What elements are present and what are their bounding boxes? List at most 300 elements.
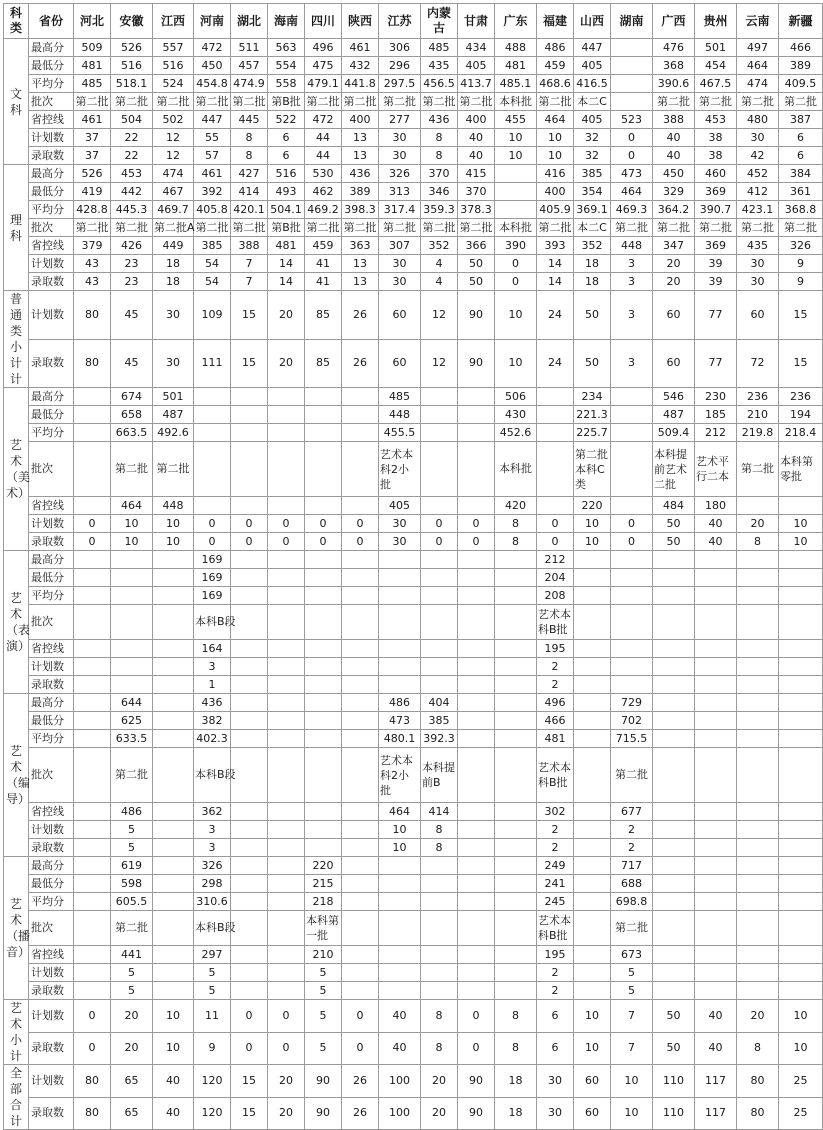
data-cell: 0 [611,147,653,165]
row-label: 录取数 [29,839,74,857]
data-cell: 6 [268,129,305,147]
data-cell: 7 [231,273,268,291]
data-cell [574,911,611,946]
data-cell: 6 [537,1000,574,1033]
data-cell [305,551,342,569]
data-cell [737,730,779,748]
data-cell: 10 [153,1000,194,1033]
data-cell: 第二批 [342,219,379,237]
data-cell [153,982,194,1000]
data-cell [458,406,495,424]
data-cell [305,497,342,515]
data-cell [305,640,342,658]
data-cell: 15 [231,1065,268,1098]
data-cell [305,605,342,640]
data-cell: 405.9 [537,201,574,219]
data-cell: 390.7 [695,201,737,219]
data-cell: 469.3 [611,201,653,219]
data-cell: 307 [379,237,421,255]
data-cell: 38 [695,129,737,147]
data-cell: 10 [574,1032,611,1065]
data-cell: 485.1 [495,75,537,93]
data-cell: 30 [537,1097,574,1130]
data-cell [653,694,695,712]
data-cell [74,694,111,712]
row-label: 录取数 [29,982,74,1000]
data-cell: 120 [194,1097,231,1130]
row-label: 最低分 [29,875,74,893]
data-cell: 80 [74,339,111,388]
data-cell [458,821,495,839]
data-cell [495,875,537,893]
data-cell: 80 [74,291,111,340]
data-cell: 艺术本科B批 [537,605,574,640]
row-label: 平均分 [29,587,74,605]
data-cell: 557 [153,39,194,57]
data-cell [695,730,737,748]
data-cell [74,587,111,605]
data-cell: 10 [153,515,194,533]
data-cell: 18 [495,1065,537,1098]
data-cell: 492.6 [153,424,194,442]
data-cell [574,658,611,676]
data-cell: 412 [737,183,779,201]
data-cell [495,911,537,946]
data-cell [379,964,421,982]
province-header: 新疆 [779,4,823,39]
data-cell [379,640,421,658]
data-cell: 447 [574,39,611,57]
table-row [4,1097,823,1130]
table-row [4,875,823,893]
data-cell: 50 [458,255,495,273]
data-cell: 405.8 [194,201,231,219]
data-cell [695,893,737,911]
data-cell: 504.1 [268,201,305,219]
data-cell: 0 [495,273,537,291]
province-header: 云南 [737,4,779,39]
data-cell: 20 [737,515,779,533]
data-cell: 354 [574,183,611,201]
data-cell [305,821,342,839]
data-cell: 5 [111,839,153,857]
data-cell: 10 [574,533,611,551]
data-cell: 13 [342,273,379,291]
data-cell: 423.1 [737,201,779,219]
data-cell [495,946,537,964]
data-cell [458,424,495,442]
data-cell [653,658,695,676]
data-cell [153,893,194,911]
data-cell [737,551,779,569]
data-cell [695,712,737,730]
data-cell: 8 [737,533,779,551]
province-header: 广东 [495,4,537,39]
data-cell [231,676,268,694]
data-cell: 0 [268,1000,305,1033]
data-cell: 241 [537,875,574,893]
row-label: 最高分 [29,39,74,57]
row-label: 省控线 [29,111,74,129]
data-cell: 415 [458,165,495,183]
data-cell [111,587,153,605]
data-cell [495,730,537,748]
data-cell: 347 [653,237,695,255]
data-cell: 10 [111,533,153,551]
data-cell: 481 [74,57,111,75]
data-cell: 90 [458,1065,495,1098]
data-cell: 50 [574,339,611,388]
data-cell: 10 [537,129,574,147]
data-cell [268,893,305,911]
data-cell: 480.1 [379,730,421,748]
data-cell [342,839,379,857]
data-cell: 30 [379,273,421,291]
data-cell [421,587,458,605]
data-cell: 441 [111,946,153,964]
data-cell [653,605,695,640]
data-cell: 326 [194,857,231,875]
data-cell [695,875,737,893]
data-cell: 3 [194,839,231,857]
data-cell: 40 [695,1000,737,1033]
data-cell: 469.7 [153,201,194,219]
data-cell: 44 [305,129,342,147]
data-cell: 2 [537,982,574,1000]
data-cell: 54 [194,255,231,273]
data-cell [379,982,421,1000]
data-cell [737,712,779,730]
data-cell [231,694,268,712]
data-cell: 10 [379,821,421,839]
data-cell: 20 [268,1097,305,1130]
data-cell [379,946,421,964]
row-label: 平均分 [29,730,74,748]
row-label: 平均分 [29,424,74,442]
data-cell: 54 [194,273,231,291]
data-cell: 26 [342,1065,379,1098]
data-cell: 398.3 [342,201,379,219]
data-cell [495,839,537,857]
data-cell: 516 [268,165,305,183]
table-row [4,964,823,982]
data-cell: 420 [495,497,537,515]
data-cell: 10 [537,147,574,165]
data-cell: 8 [231,147,268,165]
data-cell: 本科B段 [194,911,231,946]
data-cell [779,946,823,964]
data-cell: 404 [421,694,458,712]
data-cell: 80 [737,1065,779,1098]
data-cell: 0 [305,533,342,551]
data-cell [458,857,495,875]
row-label: 省控线 [29,640,74,658]
data-cell: 472 [305,111,342,129]
data-cell [231,964,268,982]
data-cell: 384 [779,165,823,183]
data-cell [695,982,737,1000]
data-cell [737,694,779,712]
data-cell [653,982,695,1000]
data-cell: 8 [495,515,537,533]
data-cell: 164 [194,640,231,658]
data-cell [153,964,194,982]
data-cell: 8 [421,821,458,839]
data-cell: 10 [495,291,537,340]
data-cell [574,569,611,587]
data-cell: 426 [111,237,153,255]
data-cell: 445 [231,111,268,129]
data-cell [342,658,379,676]
data-cell: 473 [379,712,421,730]
data-cell: 20 [653,255,695,273]
data-cell: 45 [111,339,153,388]
data-cell [458,911,495,946]
data-cell [537,424,574,442]
data-cell: 109 [194,291,231,340]
data-cell: 210 [737,406,779,424]
data-cell: 40 [153,1065,194,1098]
data-cell: 485 [74,75,111,93]
data-cell: 8 [495,1032,537,1065]
data-cell [653,946,695,964]
data-cell: 15 [231,339,268,388]
row-label: 最高分 [29,388,74,406]
province-header: 内蒙古 [421,4,458,39]
data-cell: 430 [495,406,537,424]
data-cell [653,857,695,875]
data-cell: 26 [342,291,379,340]
data-cell [611,551,653,569]
data-cell: 第二批 [231,93,268,111]
data-cell [653,803,695,821]
data-cell [305,442,342,497]
data-cell [268,406,305,424]
data-cell: 本科B段 [194,748,231,803]
data-cell: 509 [74,39,111,57]
data-cell: 501 [153,388,194,406]
data-cell: 392.3 [421,730,458,748]
data-cell: 8 [421,1000,458,1033]
data-cell: 0 [231,515,268,533]
row-label: 最高分 [29,551,74,569]
data-cell: 2 [537,964,574,982]
data-cell [574,730,611,748]
data-cell: 6 [268,147,305,165]
table-row [4,839,823,857]
data-cell [695,911,737,946]
table-row [4,640,823,658]
data-cell: 10 [779,515,823,533]
data-cell: 0 [611,533,653,551]
data-cell: 20 [268,339,305,388]
data-cell [231,875,268,893]
data-cell [737,803,779,821]
data-cell: 702 [611,712,653,730]
data-cell [268,388,305,406]
data-cell: 218.4 [779,424,823,442]
data-cell: 3 [611,273,653,291]
data-cell: 558 [268,75,305,93]
data-cell: 1 [194,676,231,694]
data-cell: 第二批 [231,219,268,237]
table-row [4,165,823,183]
data-cell [737,821,779,839]
data-cell [779,730,823,748]
data-cell: 65 [111,1065,153,1098]
data-cell: 329 [653,183,695,201]
data-cell [231,730,268,748]
data-cell: 第二批 [695,93,737,111]
data-cell [74,388,111,406]
data-cell [779,497,823,515]
data-cell [611,569,653,587]
data-cell: 117 [695,1065,737,1098]
data-cell: 310.6 [194,893,231,911]
data-cell: 487 [653,406,695,424]
data-cell: 第二批 [537,93,574,111]
data-cell: 第B批 [268,93,305,111]
data-cell: 2 [537,821,574,839]
data-cell [653,712,695,730]
data-cell: 5 [194,982,231,1000]
data-cell: 464 [379,803,421,821]
data-cell: 艺术平行二本 [695,442,737,497]
data-cell: 30 [153,291,194,340]
row-label: 批次 [29,442,74,497]
data-cell: 第二批 [611,219,653,237]
category-cell: 文科 [4,39,29,165]
data-cell [695,605,737,640]
data-cell: 220 [305,857,342,875]
data-cell [421,424,458,442]
data-cell: 30 [737,129,779,147]
data-cell: 313 [379,183,421,201]
data-cell [458,640,495,658]
province-header: 广西 [653,4,695,39]
data-cell: 14 [537,273,574,291]
data-cell [653,875,695,893]
data-cell: 72 [737,339,779,388]
data-cell: 516 [111,57,153,75]
data-cell: 40 [695,1032,737,1065]
category-header: 科类 [4,4,29,39]
data-cell: 619 [111,857,153,875]
data-cell: 457 [231,57,268,75]
data-cell: 8 [421,129,458,147]
data-cell [421,875,458,893]
data-cell: 90 [458,1097,495,1130]
row-label: 省控线 [29,803,74,821]
data-cell: 379 [74,237,111,255]
data-cell [268,982,305,1000]
data-cell: 8 [495,1000,537,1033]
data-cell: 382 [194,712,231,730]
data-cell [153,712,194,730]
data-cell: 530 [305,165,342,183]
data-cell: 474 [737,75,779,93]
data-cell: 368.8 [779,201,823,219]
data-cell: 5 [111,964,153,982]
data-cell [194,406,231,424]
data-cell: 405 [574,111,611,129]
province-header: 贵州 [695,4,737,39]
data-cell [537,406,574,424]
data-cell [495,640,537,658]
data-cell [74,640,111,658]
data-cell [305,424,342,442]
data-cell: 479.1 [305,75,342,93]
data-cell [458,730,495,748]
data-cell: 352 [574,237,611,255]
data-cell: 625 [111,712,153,730]
data-cell [495,183,537,201]
row-label: 最低分 [29,183,74,201]
data-cell [379,911,421,946]
data-cell [111,676,153,694]
data-cell [779,857,823,875]
data-cell: 504 [111,111,153,129]
table-row [4,147,823,165]
row-label: 录取数 [29,147,74,165]
row-label: 计划数 [29,658,74,676]
data-cell [458,605,495,640]
data-cell: 14 [268,255,305,273]
row-label: 计划数 [29,1000,74,1033]
data-cell: 673 [611,946,653,964]
data-cell [695,821,737,839]
data-cell: 37 [74,147,111,165]
data-cell: 464 [737,57,779,75]
category-cell: 艺术（播音） [4,857,29,1000]
data-cell: 688 [611,875,653,893]
data-cell: 462 [305,183,342,201]
data-cell: 459 [537,57,574,75]
data-cell: 476 [653,39,695,57]
table-row [4,533,823,551]
data-cell: 236 [737,388,779,406]
data-cell [653,821,695,839]
data-cell: 第二批 [779,219,823,237]
data-cell [268,569,305,587]
data-cell: 442 [111,183,153,201]
data-cell [231,587,268,605]
data-cell [653,748,695,803]
data-cell [653,893,695,911]
data-cell: 15 [779,291,823,340]
data-cell: 361 [779,183,823,201]
row-label: 录取数 [29,1032,74,1065]
data-cell [342,875,379,893]
data-cell [153,730,194,748]
admission-scores-table [3,3,823,1130]
data-cell [458,694,495,712]
data-cell [653,587,695,605]
data-cell: 44 [305,147,342,165]
data-cell [737,587,779,605]
data-cell: 第二批 [537,219,574,237]
data-cell: 466 [537,712,574,730]
data-cell: 385 [194,237,231,255]
data-cell [458,748,495,803]
province-header: 甘肃 [458,4,495,39]
data-cell: 10 [574,515,611,533]
data-cell: 434 [458,39,495,57]
data-cell [458,964,495,982]
data-cell: 598 [111,875,153,893]
data-cell: 30 [737,273,779,291]
data-cell [737,893,779,911]
